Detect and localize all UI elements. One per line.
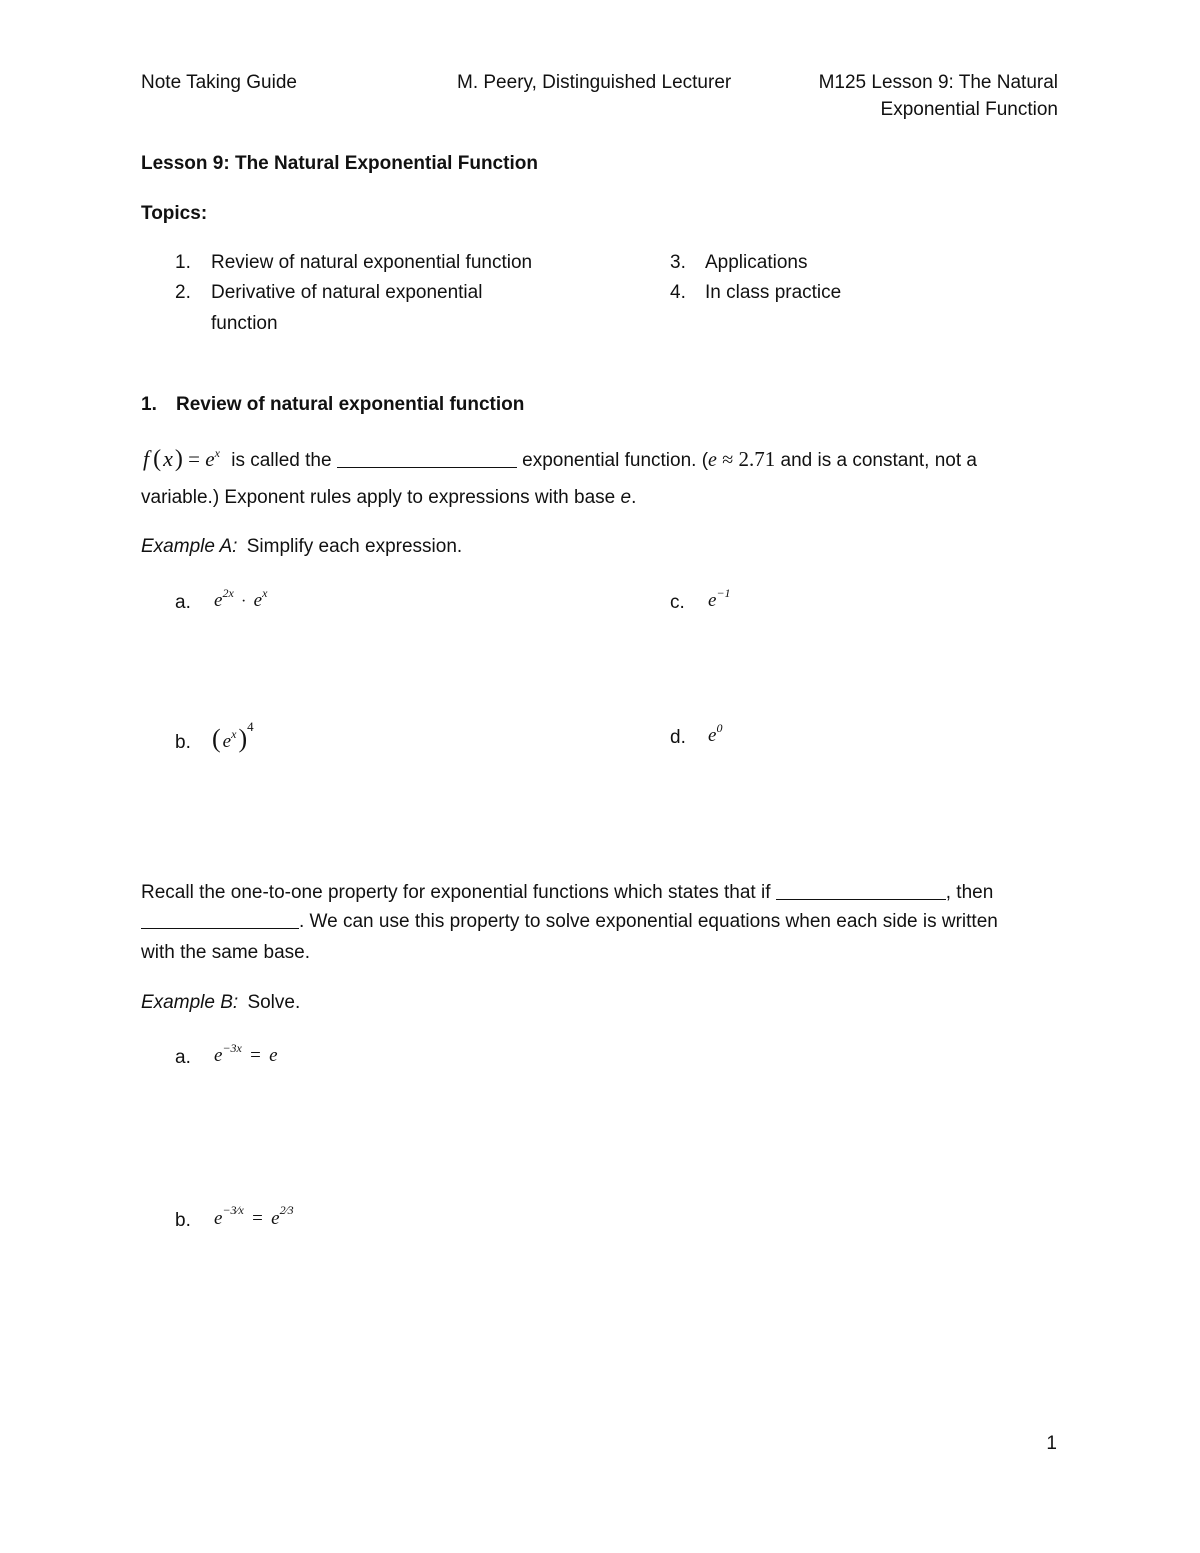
example-a-d-letter: d. xyxy=(670,727,686,748)
recall-line3: with the same base. xyxy=(141,942,310,963)
example-b-header xyxy=(141,992,300,1014)
example-a-header xyxy=(141,536,462,558)
example-b-label: Example B: xyxy=(141,992,239,1013)
recall-line1 xyxy=(141,882,993,904)
dot-operator: · xyxy=(241,593,247,610)
x-symbol: x xyxy=(163,446,173,471)
header-right-line1: M125 Lesson 9: The Natural xyxy=(818,72,1058,93)
topic-3-num: 3. xyxy=(670,252,686,273)
paren-open: ( xyxy=(153,446,162,472)
exponent: 2x xyxy=(222,586,234,600)
definition-line1 xyxy=(143,446,977,473)
approx-sign: ≈ xyxy=(722,449,734,471)
example-a-c-expr xyxy=(708,586,731,612)
paren-open: ( xyxy=(212,724,221,753)
exponent: −3x xyxy=(222,1041,242,1055)
constant-text: and is a constant, not a xyxy=(780,450,977,471)
e-value: 2.71 xyxy=(738,447,776,471)
f-symbol: f xyxy=(143,446,150,471)
blank-natural[interactable] xyxy=(337,450,517,468)
example-b-b-letter: b. xyxy=(175,1210,191,1231)
topic-1-label: Review of natural exponential function xyxy=(211,252,533,273)
after-blank-text: exponential function. ( xyxy=(522,450,709,471)
paren-close: ) xyxy=(174,446,183,472)
exponent: 0 xyxy=(716,721,723,735)
recall-line2 xyxy=(141,911,998,933)
e-symbol: e xyxy=(269,1045,278,1066)
e-symbol: e xyxy=(214,1208,223,1229)
e-symbol: e xyxy=(253,590,263,611)
blank-if[interactable] xyxy=(776,882,946,900)
example-a-b-expr xyxy=(212,719,254,754)
fraction-exponent: 2⁄3 xyxy=(279,1203,294,1217)
equals-sign: = xyxy=(250,1045,261,1066)
topic-2-label-line1: Derivative of natural exponential xyxy=(211,282,483,303)
example-b-a-letter: a. xyxy=(175,1047,191,1068)
example-a-a-letter: a. xyxy=(175,592,191,613)
example-b-text: Solve. xyxy=(247,992,301,1013)
e-symbol: e xyxy=(708,590,717,611)
exponent: x xyxy=(262,586,268,600)
recall-text-2: . We can use this property to solve exponential equations when each side is written xyxy=(299,911,998,932)
example-a-b-letter: b. xyxy=(175,732,191,753)
example-b-b-expr xyxy=(214,1203,294,1230)
e-symbol: e xyxy=(708,725,717,746)
definition-line2 xyxy=(141,487,636,509)
lesson-title: Lesson 9: The Natural Exponential Function xyxy=(141,153,538,174)
exponent-rules-text: variable.) Exponent rules apply to expressions with base xyxy=(141,487,616,508)
topic-3-label: Applications xyxy=(705,252,808,273)
example-a-text: Simplify each expression. xyxy=(246,536,463,557)
base-e: e xyxy=(620,487,632,508)
header-center: M. Peery, Distinguished Lecturer xyxy=(457,72,732,93)
exponent-x: x xyxy=(214,446,220,460)
example-a-d-expr xyxy=(708,721,723,747)
exponent: x xyxy=(231,727,237,741)
topic-2-num: 2. xyxy=(175,282,191,303)
e-symbol: e xyxy=(205,447,215,471)
fraction-exponent: −3⁄x xyxy=(222,1203,244,1217)
outer-exponent: 4 xyxy=(247,719,254,734)
header-left: Note Taking Guide xyxy=(141,72,297,93)
topic-4-num: 4. xyxy=(670,282,686,303)
example-b-a-expr xyxy=(214,1041,278,1067)
paren-close: ) xyxy=(238,724,248,753)
section1-heading: Review of natural exponential function xyxy=(176,394,525,415)
topic-1-num: 1. xyxy=(175,252,191,273)
equals-sign: = xyxy=(188,447,201,471)
recall-text-1: Recall the one-to-one property for exponential functions which states that if xyxy=(141,882,771,903)
period: . xyxy=(631,487,637,508)
is-called-text: is called the xyxy=(231,450,332,471)
e-symbol: e xyxy=(214,1045,223,1066)
header-right-line2: Exponential Function xyxy=(880,99,1058,120)
example-a-label: Example A: xyxy=(141,536,238,557)
topic-2-label-line2: function xyxy=(211,313,278,334)
recall-then: , then xyxy=(945,882,994,903)
e-symbol-2: e xyxy=(708,449,717,471)
topic-4-label: In class practice xyxy=(705,282,842,303)
e-symbol: e xyxy=(214,590,223,611)
example-a-c-letter: c. xyxy=(670,592,685,613)
page-number: 1 xyxy=(1046,1433,1057,1454)
equals-sign: = xyxy=(252,1208,263,1229)
exponent: −1 xyxy=(716,586,731,600)
e-symbol: e xyxy=(222,731,232,752)
section1-heading-num: 1. xyxy=(141,394,157,415)
example-a-a-expr xyxy=(214,586,268,612)
blank-then[interactable] xyxy=(141,911,299,929)
topics-heading: Topics: xyxy=(141,203,208,224)
e-symbol: e xyxy=(271,1208,280,1229)
